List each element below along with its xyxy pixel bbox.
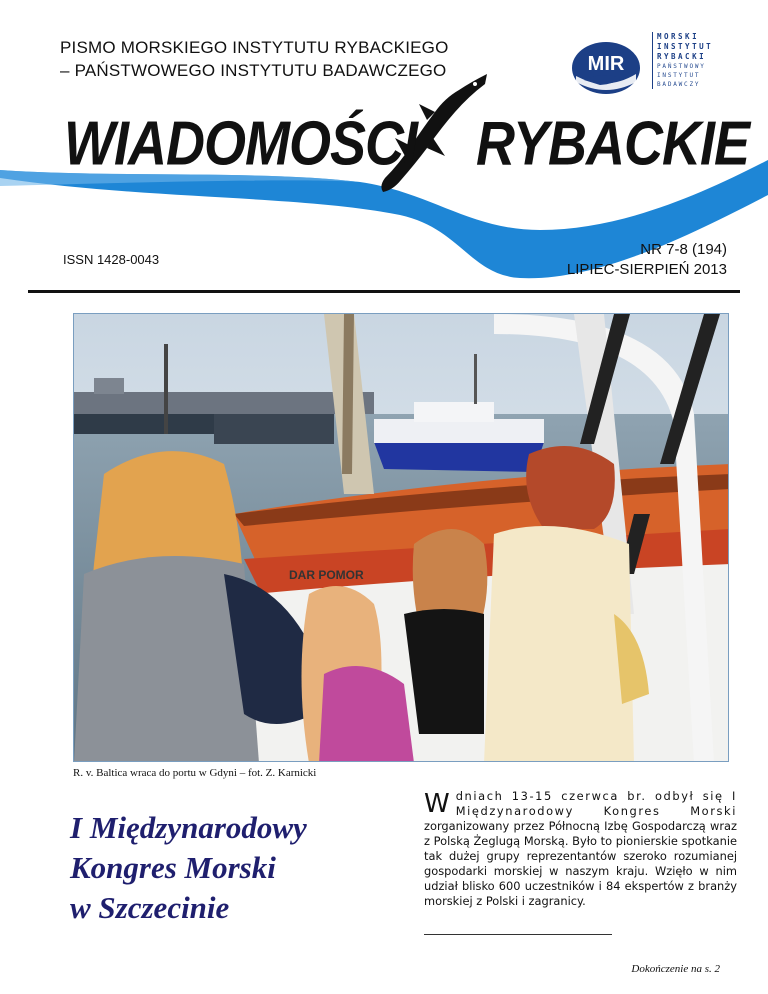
logo-word-1: MORSKI	[657, 32, 700, 41]
article-end-rule	[424, 934, 612, 935]
article-headline	[70, 808, 400, 928]
photo-hull-text: DAR POMOR	[289, 568, 364, 582]
photo-caption: R. v. Baltica wraca do portu w Gdyni – fot. Z. Karnicki	[73, 767, 317, 779]
logo-badge-text: MIR	[587, 53, 625, 75]
cover-photo-illustration	[74, 314, 729, 762]
logo-word-3: RYBACKI	[657, 52, 707, 61]
headline-line-2: Kongres Morski	[70, 850, 276, 885]
masthead-title-left: WIADOMOŚCI	[64, 109, 417, 179]
cover-photo	[73, 313, 729, 762]
headline-line-3: w Szczecinie	[70, 890, 230, 925]
issue-date: LIPIEC-SIERPIEŃ 2013	[566, 261, 727, 278]
logo-subword-2: INSTYTUT	[657, 72, 701, 79]
mir-logo	[570, 30, 720, 102]
headline-line-1: I Międzynarodowy	[70, 810, 307, 845]
header-rule	[28, 290, 740, 293]
article-body	[424, 789, 737, 909]
article-text: zorganizowany przez Północną Izbę Gospodarczą wraz z Polską Żeglugą Morską. Było to pionierskie spotkanie tak dużej grupy reprezentantów szeroko rozumianej gospodarki morskiej w naszym kraju. Wzięło w nim udział blisko 600 uczestników i 84 ekspertów z branży morskiej z Polski i zagranicy.	[424, 819, 737, 908]
issn: ISSN 1428-0043	[63, 252, 160, 267]
continuation-note: Dokończenie na s. 2	[631, 963, 720, 975]
publisher-line-2: – PAŃSTWOWEGO INSTYTUTU BADAWCZEGO	[60, 61, 447, 80]
article-dropcap: W	[424, 789, 450, 819]
logo-subword-3: BADAWCZY	[657, 81, 701, 88]
logo-wordmark	[652, 32, 713, 89]
issue-info	[567, 240, 727, 280]
logo-word-2: INSTYTUT	[657, 42, 714, 51]
mir-badge-icon	[570, 36, 642, 96]
masthead-title-right: RYBACKIE	[476, 109, 750, 179]
article-lead: dniach 13-15 czerwca br. odbył się I Międzynarodowy Kongres Morski	[455, 789, 737, 818]
issue-number: NR 7-8 (194)	[640, 241, 727, 258]
publisher-line-1: PISMO MORSKIEGO INSTYTUTU RYBACKIEGO	[60, 38, 449, 57]
logo-subword-1: PAŃSTWOWY	[657, 63, 706, 70]
